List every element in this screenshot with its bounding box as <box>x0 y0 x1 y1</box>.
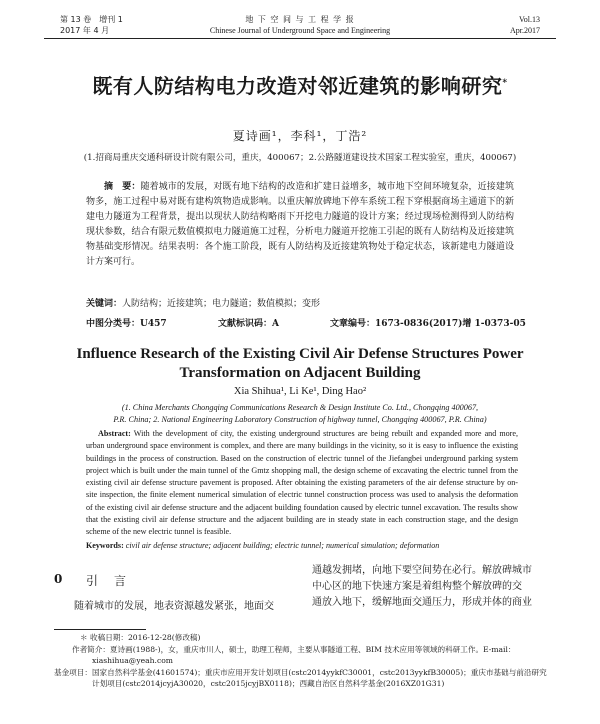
paper-title-cn <box>40 70 560 99</box>
abstract-en-label: Abstract: <box>98 429 131 438</box>
document-code: 文献标识码：A <box>218 319 279 329</box>
section-number: 0 <box>54 572 63 586</box>
paper-title-en <box>40 345 560 383</box>
header-journal-cn: 地 下 空 间 与 工 程 学 报 <box>245 15 355 24</box>
title-en-line1: Influence Research of the Existing Civil Air Defense Structures Power <box>76 346 524 362</box>
authors-en: Xia Shihua¹, Li Ke¹, Ding Hao² <box>233 386 367 397</box>
keywords-cn <box>86 298 514 311</box>
affiliation-en-line2: P.R. China; 2. National Engineering Laboratory Construction of highway tunnel, Chongqing 400067, P.R. China) <box>113 415 487 424</box>
header-vol: Vol.13 <box>519 15 540 24</box>
title-en-line2: Transformation on Adjacent Building <box>179 365 421 381</box>
affiliation-cn: (1.招商局重庆交通科研设计院有限公司，重庆，400067；2.公路隧道建设技术国家工程实验室，重庆，400067) <box>83 153 517 163</box>
abstract-cn <box>86 180 514 270</box>
header-volume: 第 13 卷 增刊 1 <box>60 15 123 24</box>
footnote-funding: 基金项目：国家自然科学基金(41601574)；重庆市应用开发计划项目(cstc2014yykfC30001，cstc2013yykfB30005)；重庆市基础与前沿研究计划项目(cstc2014jcyjA30020，cstc2015jcyjBX0118)；西藏自治区自然科学基金(2016XZ01G31) <box>54 667 547 688</box>
abstract-en-text: With the development of city, the existing underground structures are being rebuilt and expanded more and more, urban underground space environment is complex, and there are many buildings in the vicinity, so it is easy to influence the existing buildings in the process of construction. Based on the construction of electric tunnel of the Jiefangbei underground parking system project which is built under the main tunnel of the Gmtz shopping mall, the design scheme of excavating the electric tunnel from the existing civil air defense structure pavement is proposed. After obtaining the existing parameters of the air defense structure by on-site inspection, the finite element numerical simulation of electric tunnel construction process was used to analysis the deformation of the existing civil air defense structure and the adjacent building foundation caused by electric tunnel excavation. The results show that the existing civil air defense structure and the adjacent building are in steady state in each construction stage, and the design scheme of the new electric tunnel is feasible. <box>86 429 518 537</box>
header-rule <box>44 38 556 39</box>
keywords-cn-label: 关键词： <box>86 299 123 309</box>
affiliation-en <box>70 402 530 426</box>
header-date: 2017 年 4 月 <box>60 26 110 35</box>
intro-right-line1: 通越发拥堵，向地下要空间势在必行。解放碑城市 <box>312 565 532 576</box>
header-month: Apr.2017 <box>510 26 540 35</box>
clc-number: 中图分类号：U457 <box>86 319 167 329</box>
keywords-cn-text: 人防结构；近接建筑；电力隧道；数值模拟；变形 <box>122 299 321 309</box>
section-heading: 引 言 <box>86 574 129 588</box>
footnotes <box>54 632 554 690</box>
header-journal-en: Chinese Journal of Underground Space and Engineering <box>209 26 391 35</box>
affiliation-en-line1: (1. China Merchants Chongqing Communications Research & Design Institute Co. Ltd., Chongqing 400067, <box>121 403 479 412</box>
title-text: 既有人防结构电力改造对邻近建筑的影响研究 <box>92 74 503 98</box>
intro-left-text: 随着城市的发展，地表资源越发紧张，地面交 <box>74 601 274 612</box>
keywords-en <box>86 540 526 552</box>
keywords-en-text: civil air defense structure; adjacent building; electric tunnel; numerical simulation; deformation <box>125 541 440 550</box>
footnote-rule <box>54 629 146 630</box>
footnote-author-bio: 作者简介：夏诗画(1988-)，女，重庆市川人，硕士，助理工程师，主要从事隧道工程、BIM 技术应用等领域的科研工作。E-mail：xiashihua@yeah.com <box>72 644 516 665</box>
title-footnote-mark: * <box>502 78 508 89</box>
abstract-cn-label: 摘 要： <box>104 182 141 192</box>
authors-cn: 夏诗画¹，李科¹，丁浩² <box>232 129 368 143</box>
intro-right-line3: 通放入地下，缓解地面交通压力，形成并体的商业 <box>312 597 532 608</box>
keywords-en-label: Keywords: <box>86 541 124 550</box>
intro-right-line2: 中心区的地下快速方案是着组构整个解放碑的交 <box>312 581 522 592</box>
intro-right-text <box>312 563 562 611</box>
abstract-en <box>86 428 518 539</box>
article-number: 文章编号：1673-0836(2017)增 1-0373-05 <box>330 319 526 329</box>
footnote-received: ＊ 收稿日期：2016-12-28(修改稿) <box>80 633 201 642</box>
abstract-cn-text: 随着城市的发展，对既有地下结构的改造和扩建日益增多，城市地下空间环境复杂，近接建筑物多，施工过程中易对既有建构筑物造成影响。以重庆解放碑地下停车系统工程下穿根据商场主通道下的新建电力隧道为工程背景，提出以现状人防结构略雨下开挖电力隧道的设计方案；经过现场检测得到人防结构现状参数，结合有限元数值模拟电力隧道施工过程，分析电力隧道开挖施工引起的既有人防结构及近接建筑物基础变形情况。结果表明：各个施工阶段，既有人防结构及近接建筑物处于稳定状态，该新建电力隧道设计方案可行。 <box>86 182 514 267</box>
